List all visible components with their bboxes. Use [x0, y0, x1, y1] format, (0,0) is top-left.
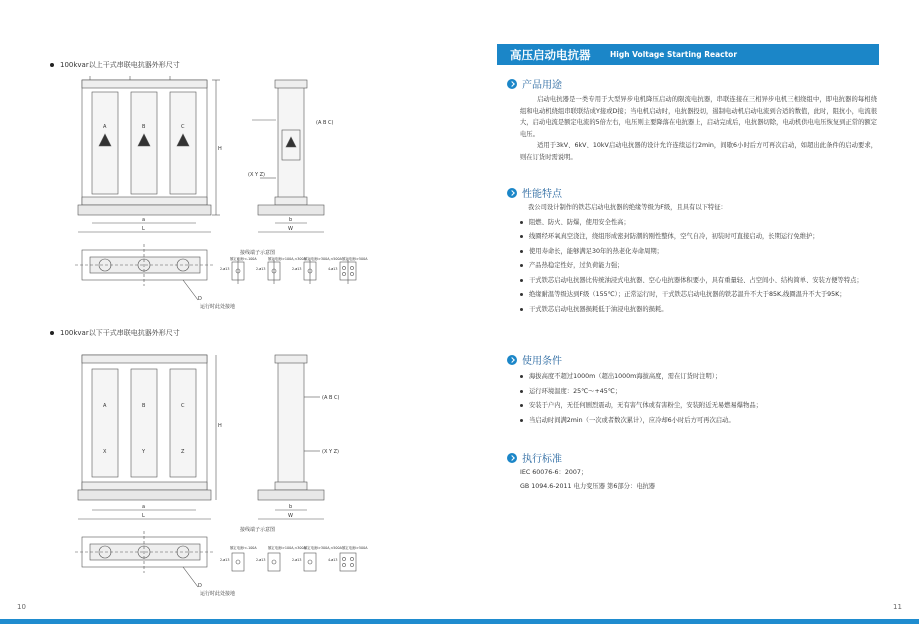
terminal-title: 接线端子示意图 — [240, 250, 276, 256]
list-item: 阻燃、防火、防爆，使用安全性高； — [520, 217, 877, 229]
list-item: 绝缘耐温等级达到F级（155℃）；正常运行时，干式铁芯启动电抗器的铁芯温升不大于85K,线圈温升不大于95K； — [520, 289, 877, 301]
heading-conditions: 使用条件 — [507, 352, 562, 367]
list-item: 使用寿命长，能够满足30年的热老化寿命周期； — [520, 246, 877, 258]
list-item: 安装于户内，无任何剧烈震动，无有害气体或有害粉尘，安装附近无易燃易爆物品； — [520, 400, 877, 412]
phase-label: C — [181, 124, 185, 130]
hole-label: 2-ø13 — [256, 267, 266, 271]
terminal-caption: 额定电流I>500A — [342, 257, 368, 261]
standard-line: IEC 60076-6：2007； — [520, 469, 588, 476]
dim-w: W — [288, 226, 293, 232]
arrow-circle-icon — [507, 453, 517, 463]
bullet-icon — [50, 331, 54, 335]
phase-label: B — [142, 403, 146, 409]
paragraph: 适用于3kV、6kV、10kV启动电抗器的设计允许连续运行2min，间歇6小时后方可再次启动，如超出此条件的启动要求，则在订货时需说明。 — [520, 142, 877, 161]
dim-a: a — [142, 504, 146, 510]
phase-label: B — [142, 124, 146, 130]
dim-h: H — [218, 423, 222, 429]
hole-label: 2-ø13 — [220, 558, 230, 562]
terminal-caption: 额定电流I>100A,<300A — [268, 257, 306, 261]
standards-list — [520, 466, 655, 494]
outline-drawing-below-100kvar — [70, 345, 410, 610]
terminal-label-top: (A B C) — [322, 395, 340, 401]
dim-h: H — [218, 146, 222, 152]
terminal-label-bottom: (X Y Z) — [248, 172, 265, 178]
arrow-circle-icon — [507, 188, 517, 198]
title-bar — [497, 44, 879, 65]
heading-product-use: 产品用途 — [507, 76, 562, 91]
dim-d: D — [198, 296, 202, 302]
dim-l: L — [142, 226, 145, 232]
heading-standards: 执行标准 — [507, 450, 562, 465]
list-item: 当启动时间满2min（一次或者数次累计），应冷却6小时后方可再次启动。 — [520, 415, 877, 427]
terminal-caption: 额定电流I<-100A — [230, 546, 257, 550]
hole-label: 2-ø13 — [256, 558, 266, 562]
section-label-above-100kvar: 100kvar以上干式串联电抗器外形尺寸 — [50, 60, 180, 70]
footer-bar — [0, 619, 919, 624]
features-intro: 我公司设计制作的铁芯启动电抗器的绝缘等级为F级，且具有以下特征： — [528, 204, 727, 211]
list-item: 干式铁芯启动电抗器损耗低于油浸电抗器的损耗。 — [520, 304, 877, 316]
product-use-text — [520, 94, 877, 163]
outline-drawing-above-100kvar — [70, 70, 410, 316]
grounding-note: 运行时此处接地 — [200, 591, 236, 597]
phase-label: X — [103, 449, 107, 455]
list-item: 产品热稳定性好，过负荷能力强； — [520, 260, 877, 272]
phase-label: A — [103, 124, 107, 130]
terminal-caption: 额定电流I>300A,<500A — [304, 257, 342, 261]
phase-label: C — [181, 403, 185, 409]
hole-label: 2-ø13 — [292, 267, 302, 271]
paragraph: 启动电抗器是一类专用于大型异步电机降压启动的限流电抗器，串联连接在三相异步电机三相绕组中，即电抗器的每相绕组和电动机绕组串联联结成Y接或D接；当电机启动时，电抗器投切，遏制电动机启动电流到合适的数值，此时，阻抗小，电流很大，启动电流是额定电流的5倍左右，电压则主要降落在电抗器上，启动完成后，电抗器切除，电动机供电电压恢复到正常的额定电压。 — [520, 96, 877, 138]
standard-line: GB 1094.6-2011 电力变压器 第6部分：电抗器 — [520, 483, 656, 490]
terminal-label-bottom: (X Y Z) — [322, 449, 339, 455]
right-page — [459, 0, 919, 624]
dim-l: L — [142, 513, 145, 519]
page-number-right: 11 — [893, 603, 902, 611]
grounding-note: 运行时此处接地 — [200, 304, 236, 310]
dim-a: a — [142, 217, 146, 223]
phase-label: A — [103, 403, 107, 409]
conditions-list — [520, 368, 877, 426]
dim-d: D — [198, 583, 202, 589]
section-label-below-100kvar: 100kvar以下干式串联电抗器外形尺寸 — [50, 328, 180, 338]
hole-label: 2-ø13 — [292, 558, 302, 562]
dim-w: W — [288, 513, 293, 519]
dim-b: b — [289, 504, 293, 510]
terminal-caption: 额定电流I>500A — [342, 546, 368, 550]
hole-label: 4-ø13 — [328, 558, 338, 562]
list-item: 运行环境温度：25℃～+45℃； — [520, 386, 877, 398]
dim-b: b — [289, 217, 293, 223]
features-list — [520, 202, 877, 315]
heading-features: 性能特点 — [507, 185, 562, 200]
hole-label: 4-ø13 — [328, 267, 338, 271]
terminal-label-top: (A B C) — [316, 120, 334, 126]
terminal-caption: 额定电流I>300A,<500A — [304, 546, 342, 550]
terminal-title: 接线端子示意图 — [240, 527, 276, 533]
arrow-circle-icon — [507, 355, 517, 365]
left-page — [0, 0, 459, 624]
list-item: 海拔高度不超过1000m（超出1000m海拔高度，需在订货时注明）； — [520, 371, 877, 383]
phase-label: Z — [181, 449, 185, 455]
terminal-caption: 额定电流I<-100A — [230, 257, 257, 261]
page-title-en: High Voltage Starting Reactor — [610, 50, 738, 59]
list-item: 线圈经环氧真空浇注，绕组形成密封防潮的刚性整体，空气自冷，初装时可直接启动，长期运行免维护； — [520, 231, 877, 243]
hole-label: 2-ø13 — [220, 267, 230, 271]
terminal-caption: 额定电流I>100A,<300A — [268, 546, 306, 550]
page-number-left: 10 — [17, 603, 26, 611]
page-title: 高压启动电抗器 — [510, 48, 591, 62]
bullet-icon — [50, 63, 54, 67]
list-item: 干式铁芯启动电抗器比传统油浸式电抗器、空心电抗器体积要小，具有重量轻、占空间小、结构简单、安装方便等特点； — [520, 275, 877, 287]
arrow-circle-icon — [507, 79, 517, 89]
phase-label: Y — [142, 449, 146, 455]
